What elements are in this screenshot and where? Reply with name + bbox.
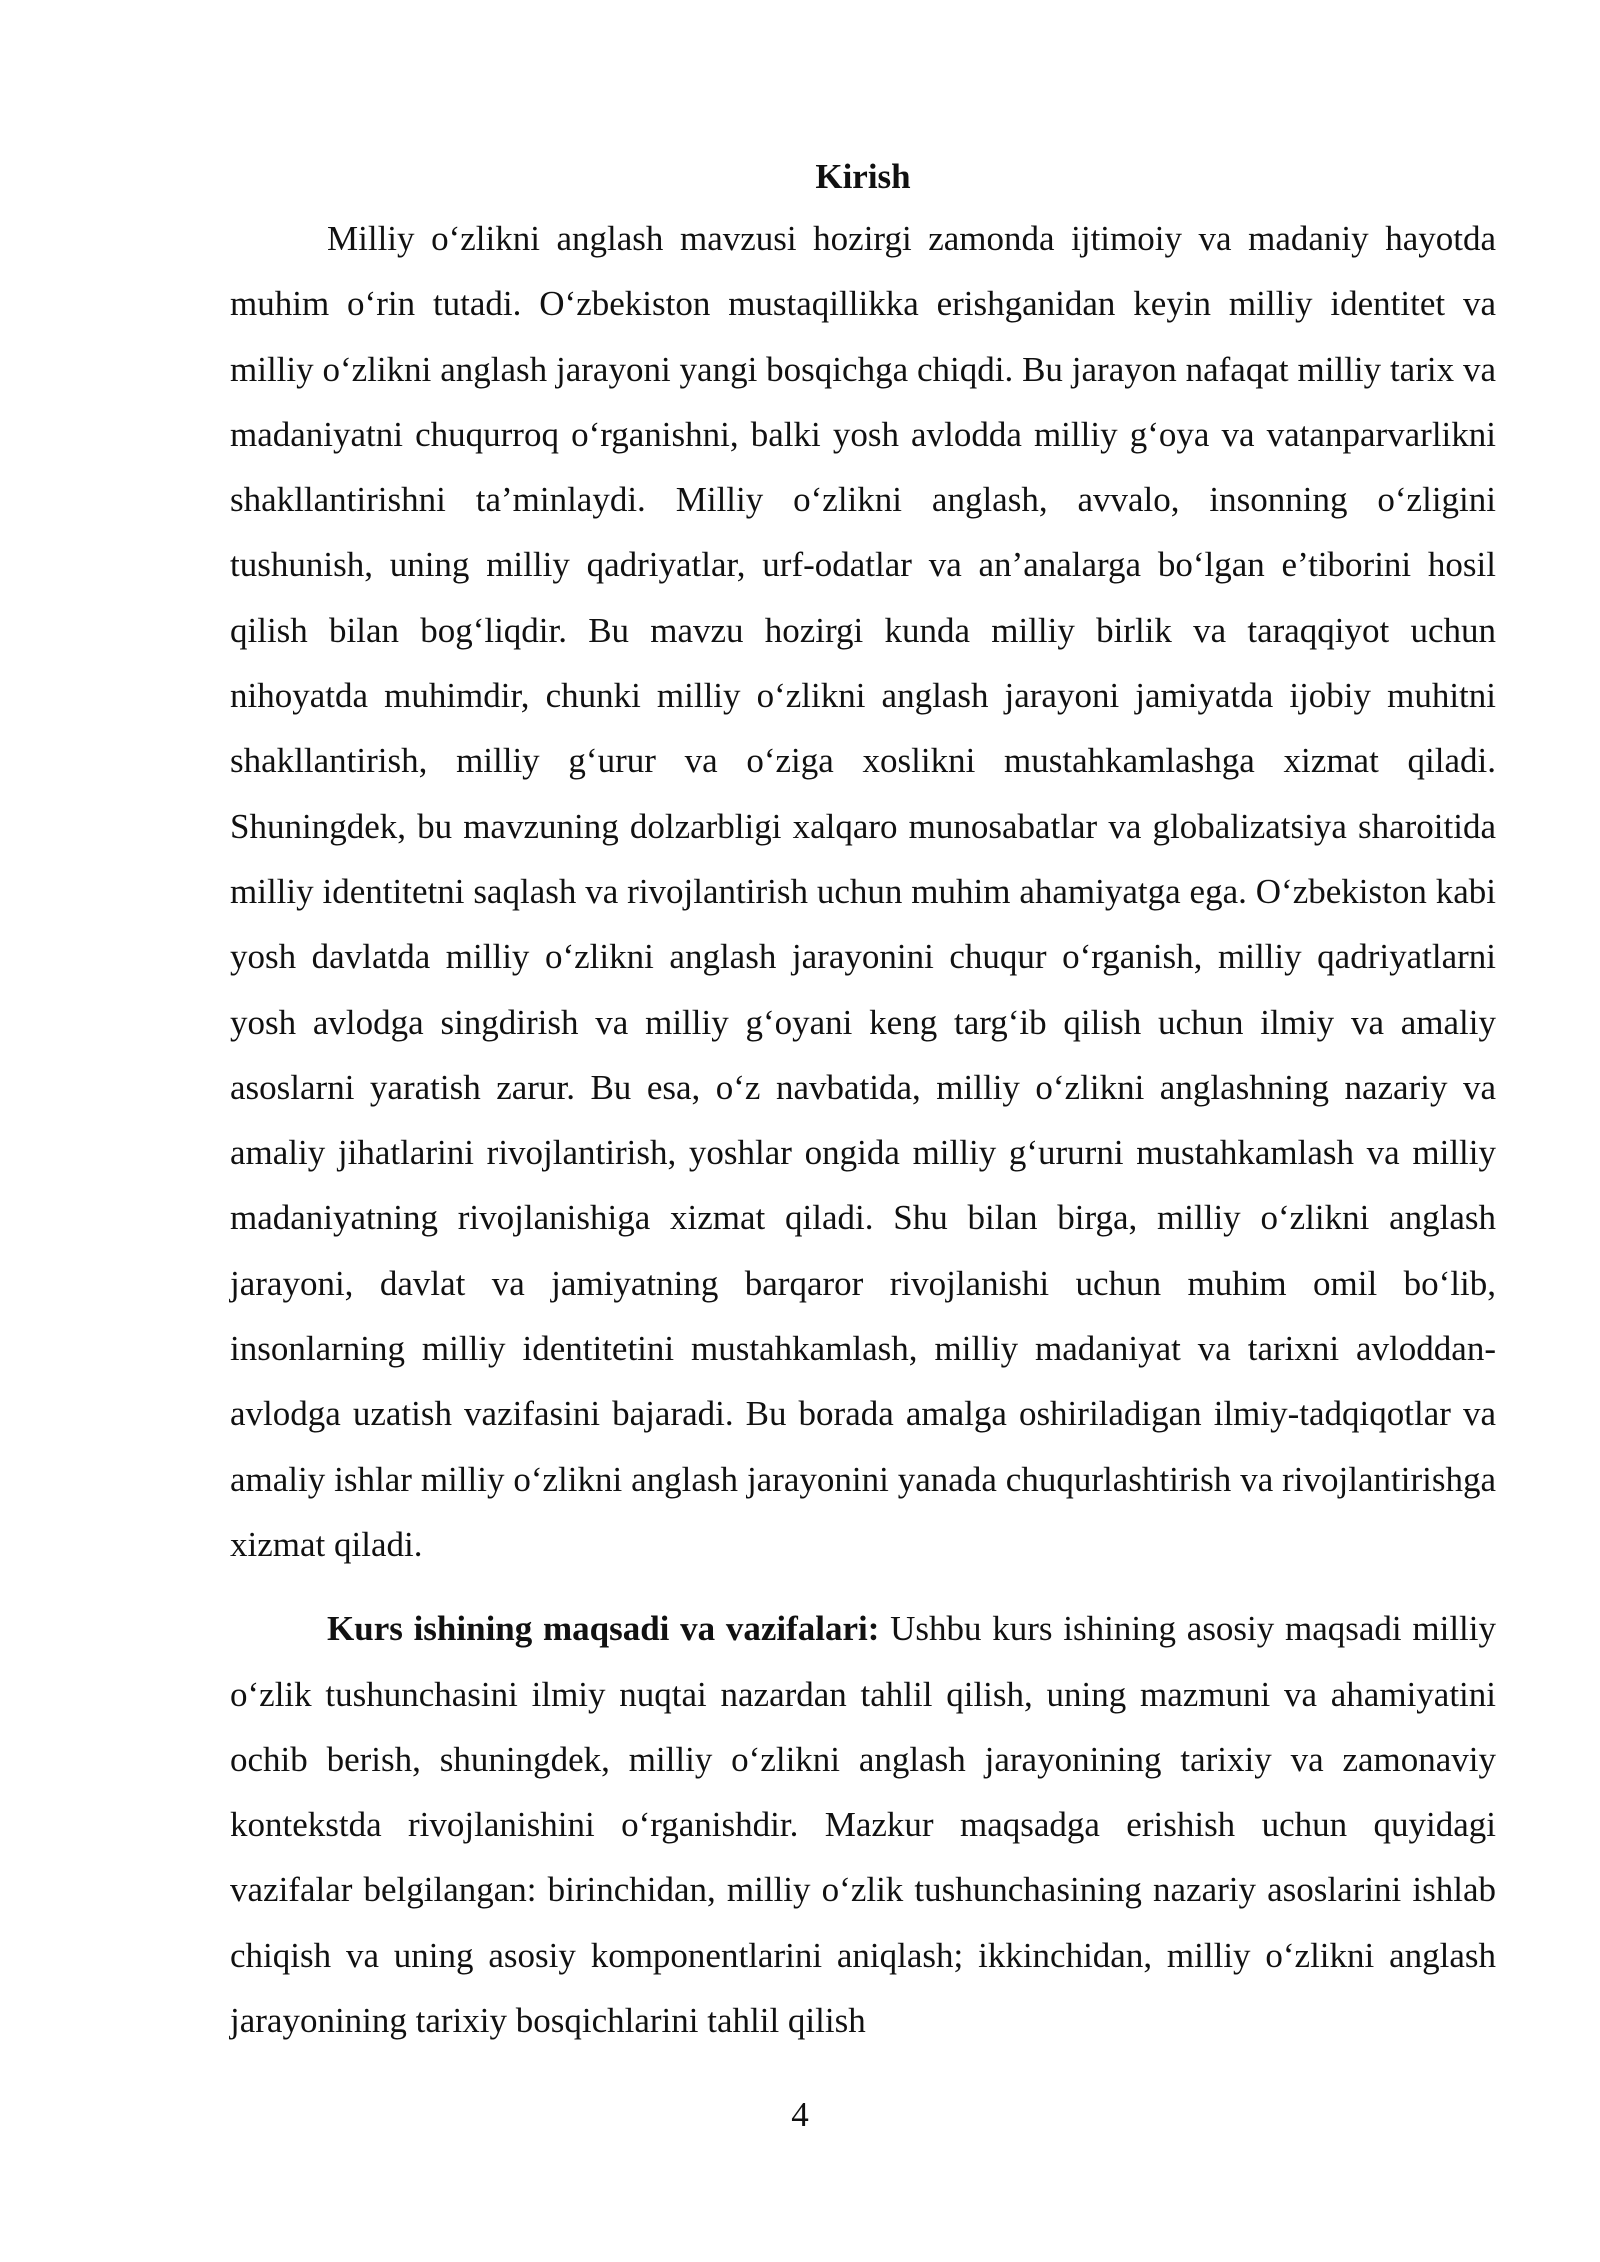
paragraph-text: Milliy o‘zlikni anglash mavzusi hozirgi zamonda ijtimoiy va madaniy hayotda muhim o‘rin tutadi. O‘zbekiston mustaqillikka erishganidan keyin milliy identitet va milliy o‘zlikni anglash jarayoni yangi bosqichga chiqdi. Bu jarayon nafaqat milliy tarix va madaniyatni chuqurroq o‘rganishni, balki yosh avlodda milliy g‘oya va vatanparvarlikni shakllantirishni ta’minlaydi. Milliy o‘zlikni anglash, avvalo, insonning o‘zligini tushunish, uning milliy qadriyatlar, urf-odatlar va an’analarga bo‘lgan e’tiborini hosil qilish bilan bog‘liqdir. Bu mavzu hozirgi kunda milliy birlik va taraqqiyot uchun nihoyatda muhimdir, chunki milliy o‘zlikni anglash jarayoni jamiyatda ijobiy muhitni shakllantirish, milliy g‘urur va o‘ziga xoslikni mustahkamlashga xizmat qiladi. Shuningdek, bu mavzuning dolzarbligi xalqaro munosabatlar va globalizatsiya sharoitida milliy identitetni saqlash va rivojlantirish uchun muhim ahamiyatga ega. O‘zbekiston kabi yosh davlatda milliy o‘zlikni anglash jarayonini chuqur o‘rganish, milliy qadriyatlarni yosh avlodga singdirish va milliy g‘oyani keng targ‘ib qilish uchun ilmiy va amaliy asoslarni yaratish zarur. Bu esa, o‘z navbatida, milliy o‘zlikni anglashning nazariy va amaliy jihatlarini rivojlantirish, yoshlar ongida milliy g‘ururni mustahkamlash va milliy madaniyatning rivojlanishiga xizmat qiladi. Shu bilan birga, milliy o‘zlikni anglash jarayoni, davlat va jamiyatning barqaror rivojlanishi uchun muhim omil bo‘lib, insonlarning milliy identitetini mustahkamlash, milliy madaniyat va tarixni avloddan-avlodga uzatish vazifasini bajaradi. Bu borada amalga oshiriladigan ilmiy-tadqiqotlar va amaliy ishlar milliy o‘zlikni anglash jarayonini yanada chuqurlashtirish va rivojlantirishga xizmat qiladi.	[230, 219, 1496, 1564]
paragraph-lead: Kurs ishining maqsadi va vazifalari:	[327, 1609, 880, 1649]
paragraph-text: Ushbu kurs ishining asosiy maqsadi milliy o‘zlik tushunchasini ilmiy nuqtai nazardan tahlil qilish, uning mazmuni va ahamiyatini ochib berish, shuningdek, milliy o‘zlikni anglash jarayonining tarixiy va zamonaviy kontekstda rivojlanishini o‘rganishdir. Mazkur maqsadga erishish uchun quyidagi vazifalar belgilangan: birinchidan, milliy o‘zlik tushunchasining nazariy asoslarini ishlab chiqish va uning asosiy komponentlarini aniqlash; ikkinchidan, milliy o‘zlikni anglash jarayonining tarixiy bosqichlarini tahlil qilish	[230, 1609, 1496, 2041]
page-content	[230, 148, 1496, 2053]
goals-paragraph	[230, 1596, 1496, 2053]
section-heading: Kirish	[815, 157, 911, 196]
intro-paragraph	[230, 206, 1496, 1577]
page-number: 4	[791, 2095, 809, 2134]
